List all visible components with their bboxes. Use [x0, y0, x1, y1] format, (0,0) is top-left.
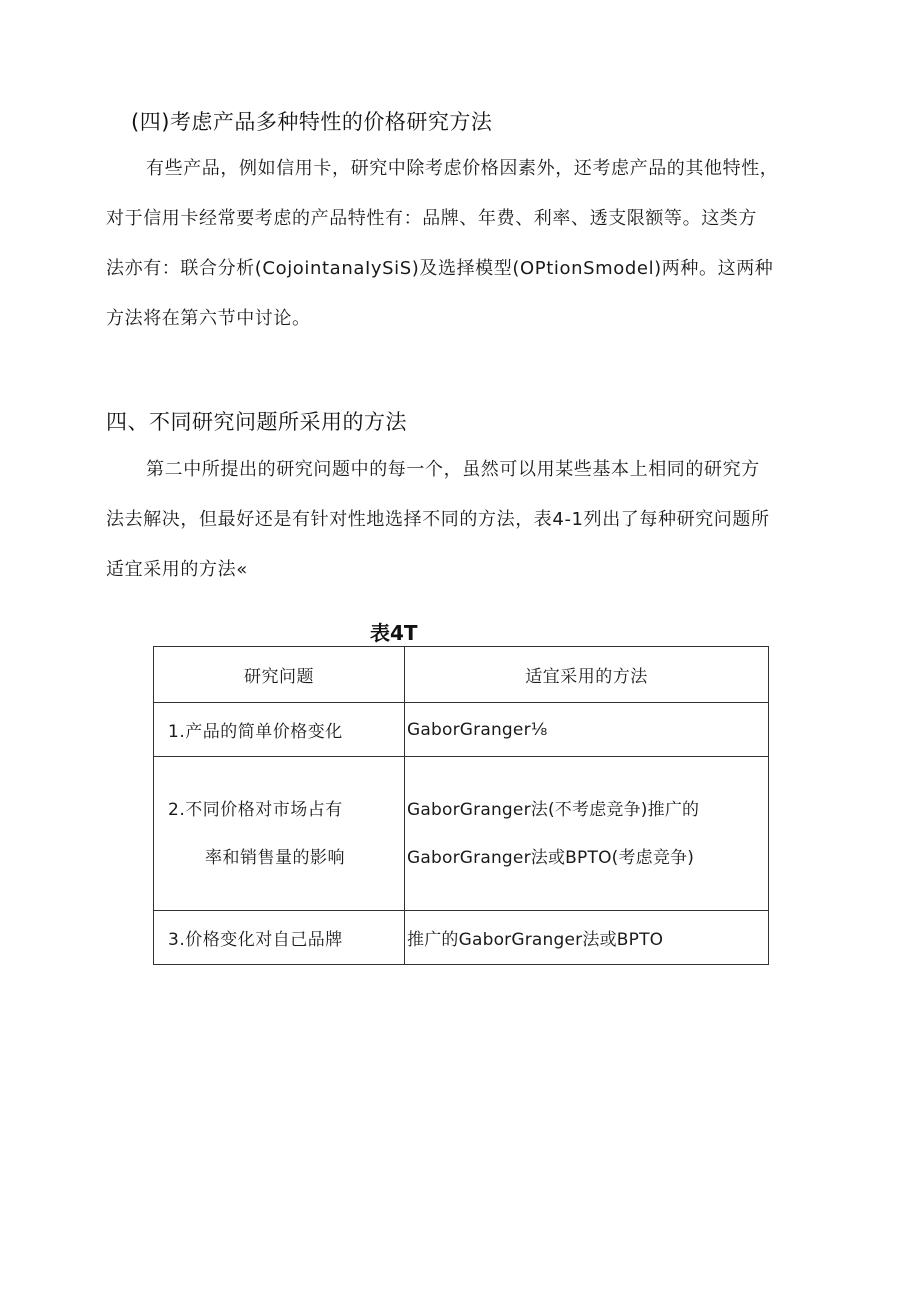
- cell-text: GaborGranger法(不考虑竞争)推广的: [407, 799, 700, 820]
- cell-text: GaborGranger法或BPTO(考虑竞争): [407, 847, 695, 868]
- table-header-row: [154, 647, 769, 703]
- paragraph-line: 对于信用卡经常要考虑的产品特性有：品牌、年费、利率、透支限额等。这类方: [106, 208, 757, 229]
- table-cell-problem: [154, 911, 405, 965]
- table-title: 表4T: [370, 621, 418, 645]
- table-row: [154, 703, 769, 757]
- section-paragraph: [106, 457, 806, 607]
- paragraph-line: 法亦有：联合分析(CojointanaIySiS)及选择模型(OPtionSmodel)两种。这两种: [106, 258, 774, 279]
- table-cell-problem: [154, 757, 405, 911]
- cell-text: 3.价格变化对自己品牌: [168, 930, 343, 950]
- section-heading: 四、不同研究问题所采用的方法: [106, 410, 407, 434]
- table-header-cell: 适宜采用的方法: [405, 647, 769, 703]
- table-cell-method: [405, 757, 769, 911]
- cell-text: 推广的GaborGranger法或BPTO: [407, 930, 664, 950]
- table-cell-method: [405, 911, 769, 965]
- methods-table: [153, 646, 769, 965]
- table-cell-problem: [154, 703, 405, 757]
- table-row: [154, 757, 769, 911]
- cell-text: 率和销售量的影响: [205, 847, 345, 868]
- subsection-heading: (四)考虑产品多种特性的价格研究方法: [131, 110, 493, 134]
- cell-text: 1.产品的简单价格变化: [168, 722, 343, 742]
- cell-text: 2.不同价格对市场占有: [168, 799, 343, 820]
- paragraph-line: 适宜采用的方法«: [106, 559, 248, 580]
- cell-text: GaborGranger⅛: [407, 719, 548, 740]
- subsection-paragraph: [106, 156, 806, 356]
- table-header-cell: 研究问题: [154, 647, 405, 703]
- table-cell-method: [405, 703, 769, 757]
- paragraph-line: 法去解决，但最好还是有针对性地选择不同的方法，表4-1列出了每种研究问题所: [106, 509, 770, 530]
- paragraph-line: 方法将在第六节中讨论。: [106, 308, 311, 329]
- paragraph-line: 第二中所提出的研究问题中的每一个，虽然可以用某些基本上相同的研究方: [146, 459, 760, 480]
- table-row: [154, 911, 769, 965]
- paragraph-line: 有些产品，例如信用卡，研究中除考虑价格因素外，还考虑产品的其他特性，: [146, 158, 779, 179]
